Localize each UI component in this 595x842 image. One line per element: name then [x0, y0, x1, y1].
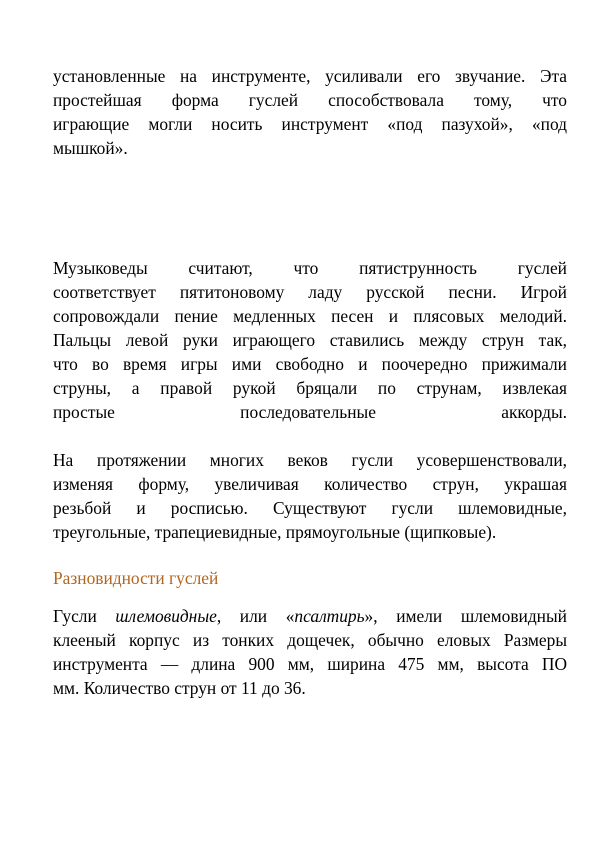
text-line: На протяжении многих веков гусли усовершенствовали, — [53, 450, 567, 470]
text-fragment: Гусли — [53, 606, 116, 626]
italic-term: шлемовидные — [115, 606, 217, 626]
paragraph-centuries — [53, 448, 567, 544]
text-line: клееный корпус из тонких дощечек, обычно еловых Размеры — [53, 630, 567, 650]
text-line: играющие могли носить инструмент «под пазухой», «под — [53, 114, 567, 134]
text-line: инструмента — длина 900 мм, ширина 475 мм, высота ПО — [53, 654, 567, 674]
text-line: простые последовательные аккорды. — [53, 402, 567, 422]
text-line: сопровождали пение медленных песен и плясовых мелодий. — [53, 306, 567, 326]
text-line: резьбой и росписью. Существуют гусли шлемовидные, — [53, 498, 567, 518]
text-fragment: », имели шлемовидный — [364, 606, 567, 626]
text-line: простейшая форма гуслей способствовала тому, что — [53, 90, 567, 110]
italic-term: псалтирь — [294, 606, 365, 626]
text-line: Пальцы левой руки играющего ставились между струн так, — [53, 330, 567, 350]
text-line — [53, 604, 567, 628]
text-line: мышкой». — [53, 138, 128, 158]
text-line: треугольные, трапециевидные, прямоугольные (щипковые). — [53, 522, 497, 542]
text-line: Музыковеды считают, что пятиструнность гуслей — [53, 258, 567, 278]
text-line: что во время игры ими свободно и поочередно прижимали — [53, 354, 567, 374]
text-line: соответствует пятитоновому ладу русской песни. Игрой — [53, 282, 567, 302]
section-heading: Разновидности гуслей — [53, 568, 219, 588]
paragraph-helmet-gusli — [53, 604, 567, 700]
paragraph-musicologists — [53, 256, 567, 424]
text-line: изменяя форму, увеличивая количество струн, украшая — [53, 474, 567, 494]
text-fragment: , или « — [216, 606, 295, 626]
text-line: мм. Количество струн от 11 до 36. — [53, 678, 306, 698]
text-line: установленные на инструменте, усиливали его звучание. Эта — [53, 66, 567, 86]
paragraph-sound — [53, 64, 567, 160]
text-line: струны, а правой рукой бряцали по струнам, извлекая — [53, 378, 567, 398]
